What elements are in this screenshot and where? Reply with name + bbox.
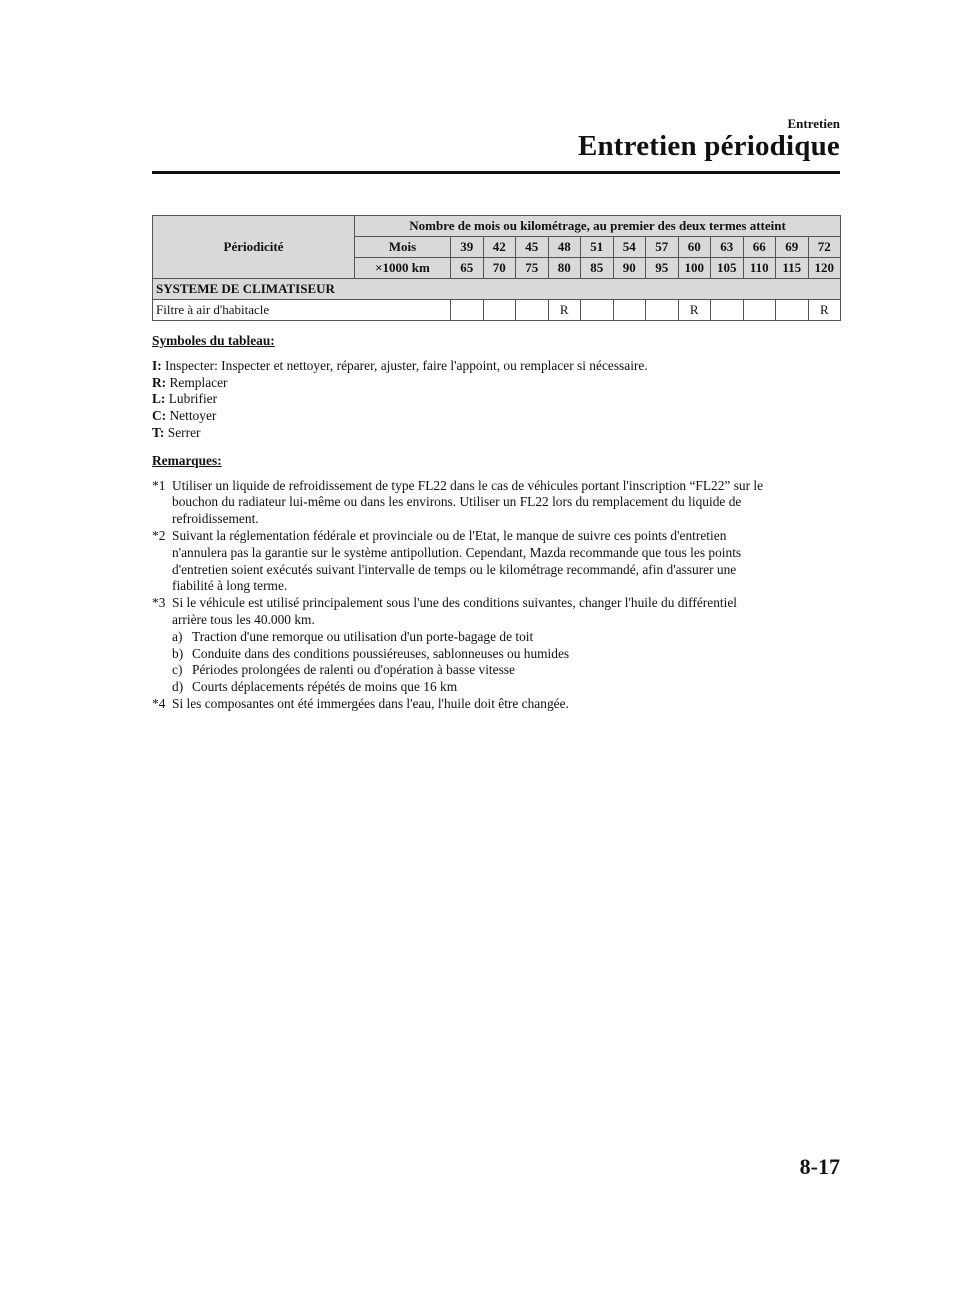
page-title: Entretien périodique [577, 130, 840, 162]
note-line: arrière tous les 40.000 km. [172, 611, 315, 627]
table-row [153, 300, 841, 321]
header-rule [152, 171, 840, 174]
months-cell: 51 [581, 237, 614, 258]
sub-text: Traction d'une remorque ou utilisation d'un porte-bagage de toit [192, 628, 534, 644]
sub-letter: d) [172, 679, 184, 695]
months-cell: 72 [808, 237, 841, 258]
symbols-list [152, 358, 840, 442]
symbol-entry [152, 358, 840, 375]
symbol-key: I: [152, 357, 162, 373]
km-cell: 95 [646, 258, 679, 279]
months-cell: 60 [678, 237, 711, 258]
row-mark-cell [613, 300, 646, 321]
table-header-row [153, 216, 841, 237]
months-cell: 66 [743, 237, 776, 258]
row-mark-cell [581, 300, 614, 321]
months-cell: 69 [776, 237, 809, 258]
note-number: *4 [152, 695, 166, 711]
note-sub-item [152, 646, 840, 663]
remark-note [152, 595, 840, 612]
remarks-section [152, 453, 840, 713]
km-cell: 115 [776, 258, 809, 279]
remark-note [152, 528, 840, 545]
km-cell: 85 [581, 258, 614, 279]
months-cell: 63 [711, 237, 744, 258]
symbol-entry [152, 391, 840, 408]
symbol-text: Lubrifier [168, 391, 218, 407]
row-mark-cell: R [678, 300, 711, 321]
sub-text: Périodes prolongées de ralenti ou d'opération à basse vitesse [192, 662, 515, 678]
km-cell: 100 [678, 258, 711, 279]
km-cell: 70 [483, 258, 516, 279]
note-text [172, 595, 840, 612]
maintenance-table [152, 215, 841, 321]
km-cell: 90 [613, 258, 646, 279]
symbol-entry [152, 425, 840, 442]
km-cell: 105 [711, 258, 744, 279]
row-mark-cell: R [808, 300, 841, 321]
sub-letter: b) [172, 645, 184, 661]
page-number: 8-17 [799, 1154, 840, 1179]
sub-text: Conduite dans des conditions poussiéreuses, sablonneuses ou humides [192, 645, 570, 661]
symbol-key: C: [152, 408, 167, 424]
months-cell: 57 [646, 237, 679, 258]
km-cell: 65 [451, 258, 484, 279]
sub-text: Courts déplacements répétés de moins que 16 km [192, 679, 458, 695]
note-line: Suivant la réglementation fédérale et provinciale ou de l'Etat, le manque de suivre ces points d'entretien [172, 527, 727, 543]
months-cell: 48 [548, 237, 581, 258]
note-sub-item [152, 629, 840, 646]
row-mark-cell [451, 300, 484, 321]
note-text [172, 478, 840, 495]
note-line: Utiliser un liquide de refroidissement de type FL22 dans le cas de véhicules portant l'inscription “FL22” sur le [172, 477, 764, 493]
note-text [172, 528, 840, 545]
symbol-text: Remplacer [169, 374, 228, 390]
note-number: *1 [152, 477, 166, 493]
section-title: SYSTEME DE CLIMATISEUR [153, 279, 841, 300]
months-cell: 39 [451, 237, 484, 258]
symbol-key: R: [152, 374, 167, 390]
note-text [172, 696, 840, 713]
km-cell: 80 [548, 258, 581, 279]
symbol-text: Inspecter: Inspecter et nettoyer, réparer, ajuster, faire l'appoint, ou remplacer si nécessaire. [165, 357, 648, 373]
note-line: d'entretien soient exécutés suivant l'intervalle de temps ou le kilométrage recommandé, afin d'assurer une [172, 561, 737, 577]
note-line: bouchon du radiateur lui-même ou dans les environs. Utiliser un FL22 lors du remplacement du liquide de [172, 494, 742, 510]
km-label: ×1000 km [355, 258, 451, 279]
row-mark-cell [646, 300, 679, 321]
note-sub-item [152, 679, 840, 696]
symbol-text: Nettoyer [169, 408, 217, 424]
row-mark-cell [711, 300, 744, 321]
symbol-entry [152, 375, 840, 392]
note-line: fiabilité à long terme. [172, 578, 288, 594]
note-line: n'annulera pas la garantie sur le système antipollution. Cependant, Mazda recommande que tous les points [172, 544, 742, 560]
note-line: Si les composantes ont été immergées dans l'eau, l'huile doit être changée. [172, 695, 569, 711]
header-section: Entretien [787, 116, 840, 131]
sub-letter: a) [172, 628, 183, 644]
row-mark-cell [743, 300, 776, 321]
months-cell: 45 [516, 237, 549, 258]
symbols-title: Symboles du tableau: [152, 333, 275, 348]
symbol-key: L: [152, 391, 166, 407]
row-mark-cell [776, 300, 809, 321]
remark-note [152, 696, 840, 713]
row-item-label: Filtre à air d'habitacle [153, 300, 451, 321]
periodicity-label: Périodicité [153, 216, 355, 279]
km-cell: 110 [743, 258, 776, 279]
symbol-entry [152, 408, 840, 425]
remark-note [152, 478, 840, 495]
notes-content [152, 333, 840, 713]
row-mark-cell: R [548, 300, 581, 321]
months-cell: 54 [613, 237, 646, 258]
note-line: Si le véhicule est utilisé principalement sous l'une des conditions suivantes, changer l'huile du différentiel [172, 595, 737, 611]
row-mark-cell [516, 300, 549, 321]
months-cell: 42 [483, 237, 516, 258]
table-section-row [153, 279, 841, 300]
note-line: refroidissement. [172, 511, 259, 527]
row-mark-cell [483, 300, 516, 321]
note-number: *2 [152, 527, 166, 543]
symbol-key: T: [152, 424, 165, 440]
km-cell: 120 [808, 258, 841, 279]
sub-letter: c) [172, 662, 183, 678]
symbol-text: Serrer [167, 424, 201, 440]
note-sub-item [152, 662, 840, 679]
remarks-title: Remarques: [152, 452, 222, 468]
km-cell: 75 [516, 258, 549, 279]
months-label: Mois [355, 237, 451, 258]
interval-heading: Nombre de mois ou kilométrage, au premier des deux termes atteint [355, 216, 841, 237]
note-number: *3 [152, 595, 166, 611]
